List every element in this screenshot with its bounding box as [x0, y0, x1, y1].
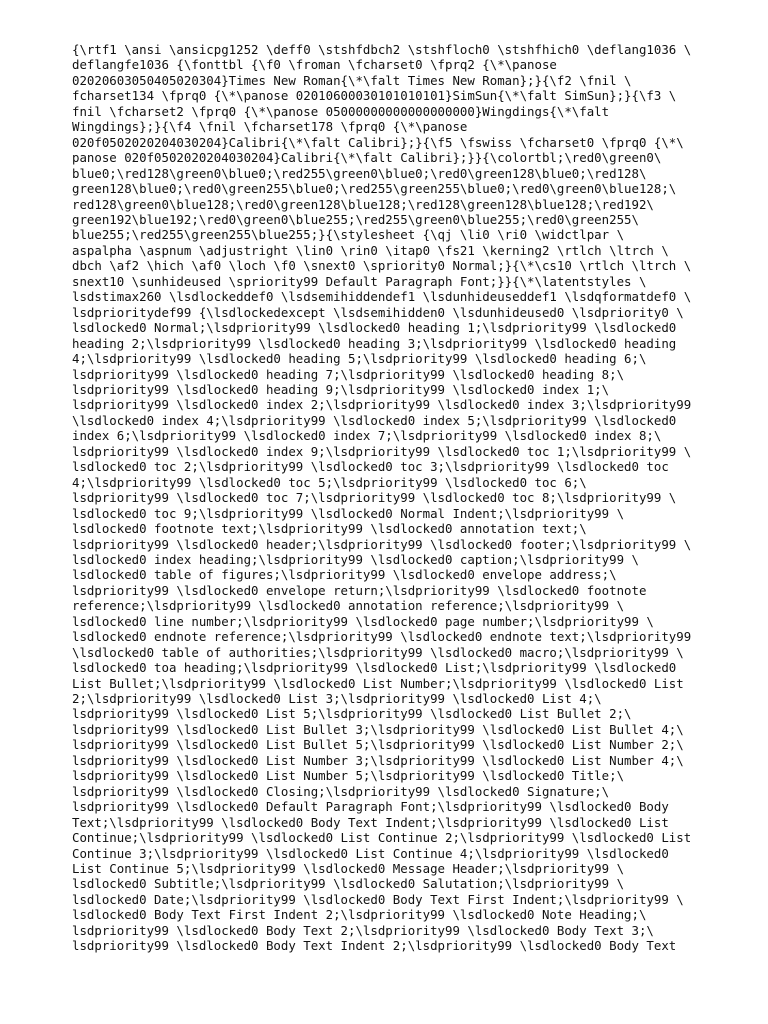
text-line: lsdpriority99 \lsdlocked0 index 9;\lsdpriority99 \lsdlocked0 toc 1;\lsdpriority99 \: [72, 443, 692, 459]
text-line: lsdlocked0 Subtitle;\lsdpriority99 \lsdlocked0 Salutation;\lsdpriority99 \: [72, 876, 625, 892]
text-line: lsdprioritydef99 {\lsdlockedexcept \lsdsemihidden0 \lsdunhideused0 \lsdpriority0 \: [72, 304, 684, 320]
text-line: lsdpriority99 \lsdlocked0 List Bullet 5;\lsdpriority99 \lsdlocked0 List Number 2;\: [72, 737, 684, 753]
text-line: lsdlocked0 Normal;\lsdpriority99 \lsdlocked0 heading 1;\lsdpriority99 \lsdlocked0: [72, 320, 677, 336]
text-line: fcharset134 \fprq0 {\*\panose 02010600030101010101}SimSun{\*\falt SimSun};}{\f3 \: [72, 88, 677, 104]
text-line: List Bullet;\lsdpriority99 \lsdlocked0 List Number;\lsdpriority99 \lsdlocked0 List: [72, 675, 684, 691]
text-line: lsdlocked0 endnote reference;\lsdpriority99 \lsdlocked0 endnote text;\lsdpriority99: [72, 629, 692, 645]
text-line: aspalpha \aspnum \adjustright \lin0 \rin0 \itap0 \fs21 \kerning2 \rtlch \ltrch \: [72, 242, 669, 258]
text-line: snext10 \sunhideused \spriority99 Default Paragraph Font;}}{\*\latentstyles \: [72, 273, 647, 289]
text-line: lsdpriority99 \lsdlocked0 header;\lsdpriority99 \lsdlocked0 footer;\lsdpriority99 \: [72, 536, 692, 552]
text-line: blue0;\red128\green0\blue0;\red255\green0\blue0;\red0\green128\blue0;\red128\: [72, 165, 647, 181]
text-line: lsdstimax260 \lsdlockeddef0 \lsdsemihiddendef1 \lsdunhideuseddef1 \lsdqformatdef0 \: [72, 289, 692, 305]
text-line: lsdlocked0 toc 2;\lsdpriority99 \lsdlocked0 toc 3;\lsdpriority99 \lsdlocked0 toc: [72, 459, 669, 475]
text-line: lsdlocked0 table of figures;\lsdpriority99 \lsdlocked0 envelope address;\: [72, 567, 617, 583]
text-line: 4;\lsdpriority99 \lsdlocked0 heading 5;\lsdpriority99 \lsdlocked0 heading 6;\: [72, 351, 647, 367]
text-line: Wingdings};}{\f4 \fnil \fcharset178 \fprq0 {\*\panose: [72, 119, 468, 135]
text-line: lsdpriority99 \lsdlocked0 List Number 3;\lsdpriority99 \lsdlocked0 List Number 4;\: [72, 752, 684, 768]
text-line: blue255;\red255\green255\blue255;}{\stylesheet {\qj \li0 \ri0 \widctlpar \: [72, 227, 625, 243]
text-line: green192\blue192;\red0\green0\blue255;\red255\green0\blue255;\red0\green255\: [72, 211, 639, 227]
text-line: 2;\lsdpriority99 \lsdlocked0 List 3;\lsdpriority99 \lsdlocked0 List 4;\: [72, 691, 602, 707]
text-line: deflangfe1036 {\fonttbl {\f0 \froman \fcharset0 \fprq2 {\*\panose: [72, 57, 557, 73]
text-line: lsdlocked0 index heading;\lsdpriority99 \lsdlocked0 caption;\lsdpriority99 \: [72, 551, 639, 567]
text-line: red128\green0\blue128;\red0\green128\blue128;\red128\green128\blue128;\red192\: [72, 196, 654, 212]
text-line: lsdlocked0 Body Text First Indent 2;\lsdpriority99 \lsdlocked0 Note Heading;\: [72, 907, 647, 923]
text-line: lsdpriority99 \lsdlocked0 List Bullet 3;\lsdpriority99 \lsdlocked0 List Bullet 4;\: [72, 721, 684, 737]
text-line: dbch \af2 \hich \af0 \loch \f0 \snext0 \spriority0 Normal;}{\*\cs10 \rtlch \ltrch \: [72, 258, 692, 274]
text-line: heading 2;\lsdpriority99 \lsdlocked0 heading 3;\lsdpriority99 \lsdlocked0 heading: [72, 335, 677, 351]
text-line: lsdpriority99 \lsdlocked0 index 2;\lsdpriority99 \lsdlocked0 index 3;\lsdpriority99: [72, 397, 692, 413]
text-line: lsdpriority99 \lsdlocked0 List Number 5;\lsdpriority99 \lsdlocked0 Title;\: [72, 768, 625, 784]
text-line: green128\blue0;\red0\green255\blue0;\red255\green255\blue0;\red0\green0\blue128;\: [72, 181, 677, 197]
rtf-source-text: [72, 42, 712, 954]
text-line: Text;\lsdpriority99 \lsdlocked0 Body Text Indent;\lsdpriority99 \lsdlocked0 List: [72, 814, 669, 830]
text-line: 020f0502020204030204}Calibri{\*\falt Calibri};}{\f5 \fswiss \fcharset0 \fprq0 {\*\: [72, 134, 684, 150]
text-line: lsdlocked0 toa heading;\lsdpriority99 \lsdlocked0 List;\lsdpriority99 \lsdlocked0: [72, 660, 677, 676]
text-line: lsdlocked0 toc 9;\lsdpriority99 \lsdlocked0 Normal Indent;\lsdpriority99 \: [72, 505, 625, 521]
text-line: panose 020f0502020204030204}Calibri{\*\falt Calibri};}}{\colortbl;\red0\green0\: [72, 150, 662, 166]
text-line: lsdpriority99 \lsdlocked0 Body Text 2;\lsdpriority99 \lsdlocked0 Body Text 3;\: [72, 922, 654, 938]
text-line: Continue 3;\lsdpriority99 \lsdlocked0 List Continue 4;\lsdpriority99 \lsdlocked0: [72, 845, 669, 861]
text-line: lsdlocked0 footnote text;\lsdpriority99 \lsdlocked0 annotation text;\: [72, 521, 587, 537]
text-line: 02020603050405020304}Times New Roman{\*\falt Times New Roman};}{\f2 \fnil \: [72, 72, 632, 88]
text-line: lsdlocked0 Date;\lsdpriority99 \lsdlocked0 Body Text First Indent;\lsdpriority99 \: [72, 891, 684, 907]
text-line: lsdpriority99 \lsdlocked0 Body Text Indent 2;\lsdpriority99 \lsdlocked0 Body Text: [72, 938, 677, 954]
text-line: 4;\lsdpriority99 \lsdlocked0 toc 5;\lsdpriority99 \lsdlocked0 toc 6;\: [72, 474, 587, 490]
text-line: fnil \fcharset2 \fprq0 {\*\panose 05000000000000000000}Wingdings{\*\falt: [72, 103, 610, 119]
text-line: lsdpriority99 \lsdlocked0 envelope return;\lsdpriority99 \lsdlocked0 footnote: [72, 582, 647, 598]
text-line: lsdpriority99 \lsdlocked0 List 5;\lsdpriority99 \lsdlocked0 List Bullet 2;\: [72, 706, 632, 722]
text-line: {\rtf1 \ansi \ansicpg1252 \deff0 \stshfdbch2 \stshfloch0 \stshfhich0 \deflang1036 \: [72, 42, 692, 57]
text-line: index 6;\lsdpriority99 \lsdlocked0 index 7;\lsdpriority99 \lsdlocked0 index 8;\: [72, 428, 662, 444]
text-line: \lsdlocked0 table of authorities;\lsdpriority99 \lsdlocked0 macro;\lsdpriority99 \: [72, 644, 684, 660]
text-line: lsdpriority99 \lsdlocked0 heading 9;\lsdpriority99 \lsdlocked0 index 1;\: [72, 381, 610, 397]
text-line: List Continue 5;\lsdpriority99 \lsdlocked0 Message Header;\lsdpriority99 \: [72, 861, 625, 877]
text-line: lsdpriority99 \lsdlocked0 toc 7;\lsdpriority99 \lsdlocked0 toc 8;\lsdpriority99 \: [72, 490, 677, 506]
text-line: Continue;\lsdpriority99 \lsdlocked0 List Continue 2;\lsdpriority99 \lsdlocked0 List: [72, 830, 692, 846]
text-line: lsdlocked0 line number;\lsdpriority99 \lsdlocked0 page number;\lsdpriority99 \: [72, 613, 654, 629]
text-line: reference;\lsdpriority99 \lsdlocked0 annotation reference;\lsdpriority99 \: [72, 598, 625, 614]
text-line: lsdpriority99 \lsdlocked0 heading 7;\lsdpriority99 \lsdlocked0 heading 8;\: [72, 366, 625, 382]
text-line: lsdpriority99 \lsdlocked0 Closing;\lsdpriority99 \lsdlocked0 Signature;\: [72, 783, 610, 799]
text-line: lsdpriority99 \lsdlocked0 Default Paragraph Font;\lsdpriority99 \lsdlocked0 Body: [72, 799, 669, 815]
text-line: \lsdlocked0 index 4;\lsdpriority99 \lsdlocked0 index 5;\lsdpriority99 \lsdlocked0: [72, 412, 677, 428]
